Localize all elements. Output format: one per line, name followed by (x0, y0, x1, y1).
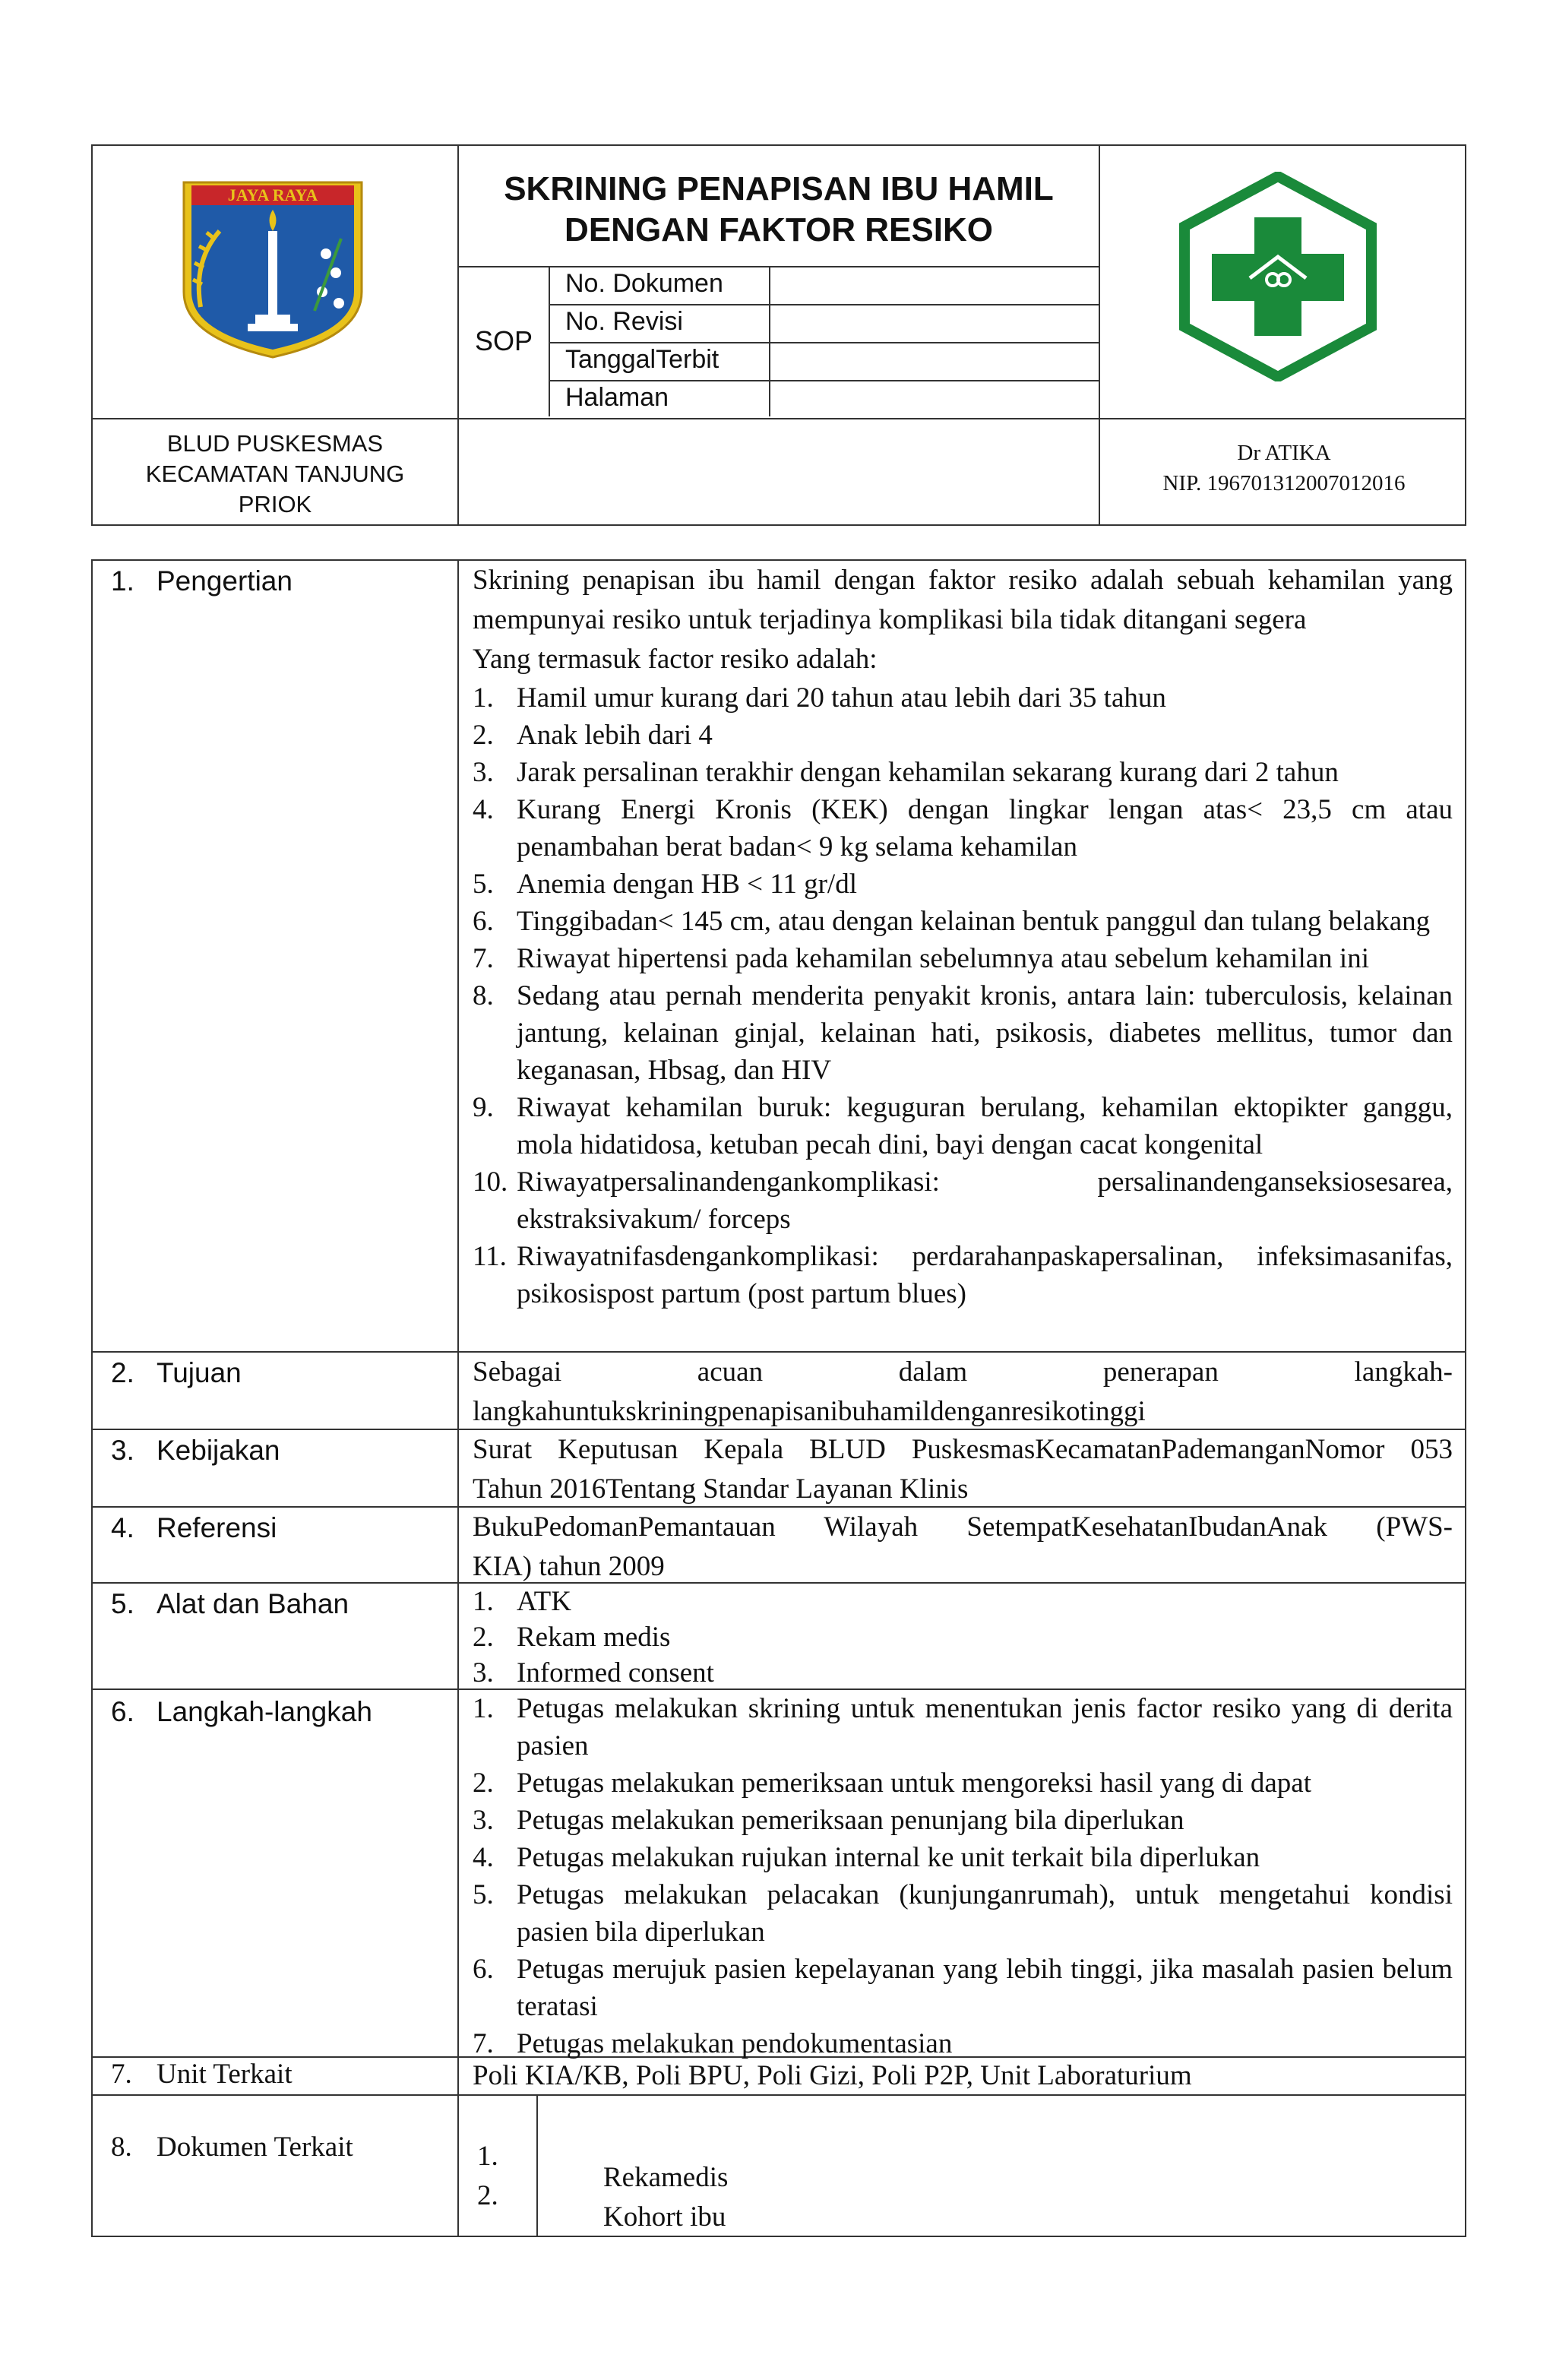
kebijakan-line-2: Tahun 2016Tentang Standar Layanan Klinis (473, 1473, 969, 1505)
item-text: Riwayat hipertensi pada kehamilan sebelumnya atau sebelum kehamilan ini (517, 943, 1369, 974)
steps-list (473, 1690, 1453, 2062)
section-label-alat-bahan (111, 1588, 349, 1620)
section-content-pengertian (473, 561, 1453, 1312)
referensi-line-2: KIA) tahun 2009 (473, 1551, 665, 1582)
item-text: Jarak persalinan terakhir dengan kehamilan sekarang kurang dari 2 tahun (517, 757, 1339, 788)
title-line-2: DENGAN FAKTOR RESIKO (565, 211, 993, 248)
list-item (473, 903, 1453, 940)
dokumen-item: Kohort ibu (603, 2201, 726, 2233)
item-number: 8. (473, 980, 494, 1011)
item-text: Petugas melakukan skrining untuk menentukan jenis factor resiko yang di derita pasien (517, 1693, 1453, 1761)
header-divider (549, 380, 1099, 381)
item-number: 2. (473, 720, 494, 751)
item-text: Anemia dengan HB < 11 gr/dl (517, 869, 857, 900)
item-number: 3. (473, 1805, 494, 1836)
tools-list (473, 1584, 1453, 1691)
header-divider (1099, 146, 1100, 524)
item-text: ATK (517, 1586, 571, 1617)
section-number: 2. (111, 1357, 134, 1388)
item-number: 9. (473, 1092, 494, 1123)
document-title (459, 169, 1099, 251)
item-text: Kurang Energi Kronis (KEK) dengan lingkar lengan atas< 23,5 cm atau penambahan berat badan< 9 kg selama kehamilan (517, 794, 1453, 862)
list-item (473, 1089, 1453, 1163)
section-content-unit-terkait (473, 2056, 1453, 2096)
pengertian-subheading: Yang termasuk factor resiko adalah: (473, 644, 878, 675)
list-item (473, 977, 1453, 1089)
item-number: 3. (473, 1657, 494, 1688)
item-number: 6. (473, 906, 494, 937)
list-item (473, 1951, 1453, 2025)
section-content-referensi (473, 1508, 1453, 1587)
section-label-referensi (111, 1512, 277, 1544)
list-item (473, 1876, 1453, 1951)
header-divider (549, 342, 1099, 343)
section-number: 6. (111, 1696, 134, 1727)
meta-label-no-dokumen: No. Dokumen (565, 269, 723, 298)
item-number: 2. (473, 1622, 494, 1653)
item-number: 5. (473, 1879, 494, 1910)
referensi-line-1: BukuPedomanPemantauan Wilayah SetempatKesehatanIbudanAnak (PWS- (473, 1511, 1453, 1543)
item-number: 2. (477, 2180, 498, 2211)
header-divider (93, 418, 1465, 419)
item-text: Riwayatnifasdengankomplikasi: perdarahanpaskapersalinan, infeksimasanifas, psikosispost partum (post partum blues) (517, 1241, 1453, 1309)
list-item (473, 1764, 1453, 1802)
jaya-raya-emblem-icon (178, 178, 368, 360)
item-number: 11. (473, 1241, 507, 1272)
item-text: Petugas melakukan rujukan internal ke unit terkait bila diperlukan (517, 1842, 1260, 1873)
tujuan-line-2: langkahuntukskriningpenapisanibuhamildenganresikotinggi (473, 1396, 1146, 1427)
table-column-divider (457, 561, 459, 2236)
item-number: 4. (473, 794, 494, 825)
list-item (473, 1238, 1453, 1312)
list-item (473, 940, 1453, 977)
risk-factor-list (473, 679, 1453, 1312)
section-number: 4. (111, 1512, 134, 1543)
section-content-tujuan (473, 1353, 1453, 1432)
puskesmas-logo (1175, 172, 1380, 381)
item-text: Anak lebih dari 4 (517, 720, 713, 751)
list-item (473, 679, 1453, 717)
item-number: 1. (473, 1693, 494, 1724)
header-divider (769, 266, 770, 416)
section-label-dokumen-terkait (111, 2131, 353, 2163)
item-text: Hamil umur kurang dari 20 tahun atau lebih dari 35 tahun (517, 682, 1166, 714)
item-number: 7. (473, 2028, 494, 2059)
item-number: 2. (473, 1768, 494, 1799)
item-number: 1. (473, 682, 494, 714)
sop-label: SOP (474, 325, 533, 356)
signer-nip: NIP. 196701312007012016 (1162, 471, 1406, 495)
puskesmas-logo-icon (1175, 172, 1380, 381)
list-item (473, 717, 1453, 754)
sop-content-table (91, 559, 1466, 2237)
organization-name (93, 429, 457, 520)
item-number: 7. (473, 943, 494, 974)
section-label-langkah (111, 1696, 372, 1728)
section-content-alat-bahan (473, 1584, 1453, 1691)
svg-text:JAYA RAYA: JAYA RAYA (227, 185, 318, 204)
section-number: 7. (111, 2059, 132, 2090)
item-number: 6. (473, 1954, 494, 1985)
item-number: 1. (473, 1586, 494, 1617)
section-title: Referensi (157, 1512, 277, 1543)
pengertian-intro: Skrining penapisan ibu hamil dengan faktor resiko adalah sebuah kehamilan yang mempunyai resiko untuk terjadinya komplikasi bila tidak ditangani segera (473, 565, 1453, 635)
section-number: 5. (111, 1588, 134, 1619)
list-item (473, 1584, 1453, 1619)
list-item (473, 1839, 1453, 1876)
item-text: Riwayat kehamilan buruk: keguguran berulang, kehamilan ektopikter ganggu, mola hidatidosa, ketuban pecah dini, bayi dengan cacat kongenital (517, 1092, 1453, 1160)
section-number: 3. (111, 1435, 134, 1466)
item-text: Petugas melakukan pendokumentasian (517, 2028, 953, 2059)
item-text: Riwayatpersalinandengankomplikasi: persalinandenganseksiosesarea, ekstraksivakum/ forceps (517, 1166, 1453, 1235)
org-line-2: KECAMATAN TANJUNG (145, 460, 405, 487)
section-title: Pengertian (157, 565, 293, 597)
sop-header (91, 144, 1466, 526)
list-item (473, 1655, 1453, 1691)
title-line-1: SKRINING PENAPISAN IBU HAMIL (504, 170, 1054, 207)
item-number: 5. (473, 869, 494, 900)
item-number: 10. (473, 1166, 508, 1198)
kebijakan-line-1: Surat Keputusan Kepala BLUD PuskesmasKecamatanPademanganNomor 053 (473, 1434, 1453, 1465)
item-number: 4. (473, 1842, 494, 1873)
section-title: Alat dan Bahan (157, 1588, 349, 1619)
meta-label-no-revisi: No. Revisi (565, 307, 683, 336)
section-title: Kebijakan (157, 1435, 280, 1466)
dokumen-item: Rekamedis (603, 2162, 729, 2193)
section-label-tujuan (111, 1357, 242, 1389)
list-item (473, 791, 1453, 866)
meta-label-tanggal-terbit: TanggalTerbit (565, 345, 719, 374)
item-text: Informed consent (517, 1657, 714, 1688)
section-number: 8. (111, 2132, 132, 2163)
list-item (473, 1690, 1453, 1764)
list-item (473, 754, 1453, 791)
item-text: Rekam medis (517, 1622, 671, 1653)
tujuan-line-1: Sebagai acuan dalam penerapan langkah- (473, 1356, 1453, 1388)
item-text: Petugas merujuk pasien kepelayanan yang lebih tinggi, jika masalah pasien belum teratasi (517, 1954, 1453, 2022)
section-title: Unit Terkait (157, 2059, 293, 2090)
meta-label-halaman: Halaman (565, 383, 669, 412)
list-item (473, 866, 1453, 903)
list-item (473, 1802, 1453, 1839)
item-text: Petugas melakukan pemeriksaan untuk mengoreksi hasil yang di dapat (517, 1768, 1312, 1799)
section-label-unit-terkait (111, 2058, 293, 2090)
list-item (473, 1163, 1453, 1238)
item-text: Petugas melakukan pelacakan (kunjunganrumah), untuk mengetahui kondisi pasien bila diperlukan (517, 1879, 1453, 1948)
item-text: Sedang atau pernah menderita penyakit kronis, antara lain: tuberculosis, kelainan jantung, kelainan ginjal, kelainan hati, psikosis, diabetes mellitus, tumor dan keganasan, Hbsag, dan HIV (517, 980, 1453, 1086)
section-title: Tujuan (157, 1357, 242, 1388)
section-title: Langkah-langkah (157, 1696, 372, 1727)
list-item (473, 1619, 1453, 1655)
item-text: Tinggibadan< 145 cm, atau dengan kelainan bentuk panggul dan tulang belakang (517, 906, 1431, 937)
section-title: Dokumen Terkait (157, 2132, 353, 2163)
jaya-raya-emblem (178, 178, 457, 360)
section-label-pengertian (111, 565, 293, 597)
header-divider (457, 266, 1099, 267)
section-content-langkah (473, 1690, 1453, 2062)
header-divider (549, 304, 1099, 305)
section-number: 1. (111, 565, 134, 597)
signer-name: Dr ATIKA (1237, 441, 1331, 465)
item-number: 1. (477, 2141, 498, 2172)
section-content-kebijakan (473, 1430, 1453, 1509)
org-line-3: PRIOK (238, 491, 312, 517)
header-divider (549, 266, 550, 416)
unit-terkait-text: Poli KIA/KB, Poli BPU, Poli Gizi, Poli P2P, Unit Laboraturium (473, 2060, 1192, 2091)
item-text: Petugas melakukan pemeriksaan penunjang bila diperlukan (517, 1805, 1184, 1836)
org-line-1: BLUD PUSKESMAS (166, 430, 384, 457)
dokumen-terkait-numbers (477, 2137, 498, 2216)
section-label-kebijakan (111, 1435, 280, 1467)
table-column-divider (536, 2094, 538, 2236)
dokumen-terkait-items (603, 2158, 728, 2237)
item-number: 3. (473, 757, 494, 788)
